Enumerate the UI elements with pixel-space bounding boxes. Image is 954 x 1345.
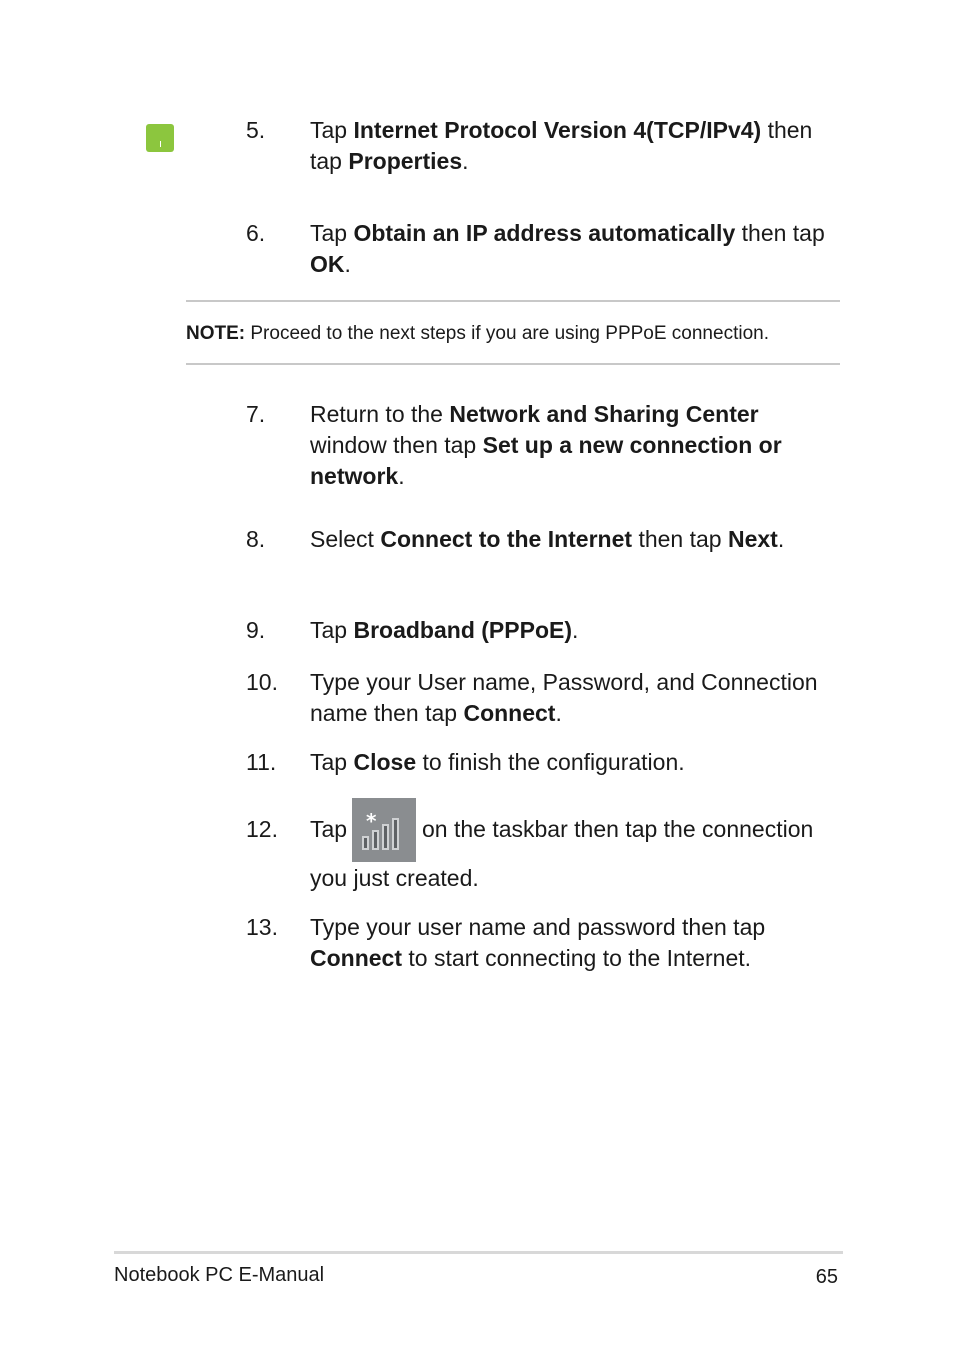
step-number: 8.: [246, 526, 266, 552]
step-number: 5.: [246, 117, 266, 143]
note-label: NOTE:: [186, 323, 246, 344]
step-number: 12.: [246, 816, 278, 842]
step-text: Type your User name, Password, and Connection name then tap Connect.: [310, 669, 818, 726]
step-12-after: on the taskbar then tap the connection: [422, 816, 814, 842]
chapter-tab-icon: [146, 124, 174, 152]
step-text: Type your user name and password then tap Connect to start connecting to the Internet.: [310, 914, 766, 971]
footer-title: Notebook PC E-Manual: [114, 1264, 325, 1286]
step-text: Tap Broadband (PPPoE).: [310, 617, 579, 643]
step-number: 13.: [246, 914, 278, 940]
step-12-before: Tap: [310, 816, 348, 842]
step-text: Tap Obtain an IP address automatically then tap OK.: [310, 220, 825, 277]
step-number: 11.: [246, 749, 277, 775]
step-text: Tap Close to finish the configuration.: [310, 749, 685, 775]
step-text: Tap Internet Protocol Version 4(TCP/IPv4) then tap Properties.: [310, 117, 813, 174]
step-text: Return to the Network and Sharing Center window then tap Set up a new connection or network.: [310, 401, 782, 489]
note-bottom-divider: [186, 363, 840, 365]
step-number: 9.: [246, 617, 266, 643]
note-top-divider: [186, 300, 840, 302]
svg-text:*: *: [366, 809, 377, 833]
footer-divider: [114, 1251, 843, 1254]
note-text: Proceed to the next steps if you are using PPPoE connection.: [245, 323, 769, 344]
network-signal-icon-graphic: [352, 798, 416, 862]
step-12-line2: you just created.: [310, 865, 479, 891]
network-signal-icon: [352, 798, 416, 862]
page-number: 65: [815, 1266, 838, 1288]
step-number: 7.: [246, 401, 266, 427]
note-box: [186, 321, 840, 347]
step-text: Select Connect to the Internet then tap Next.: [310, 526, 785, 552]
step-number: 10.: [246, 669, 278, 695]
chapter-tab-tick: [160, 141, 161, 147]
step-number: 6.: [246, 220, 266, 246]
